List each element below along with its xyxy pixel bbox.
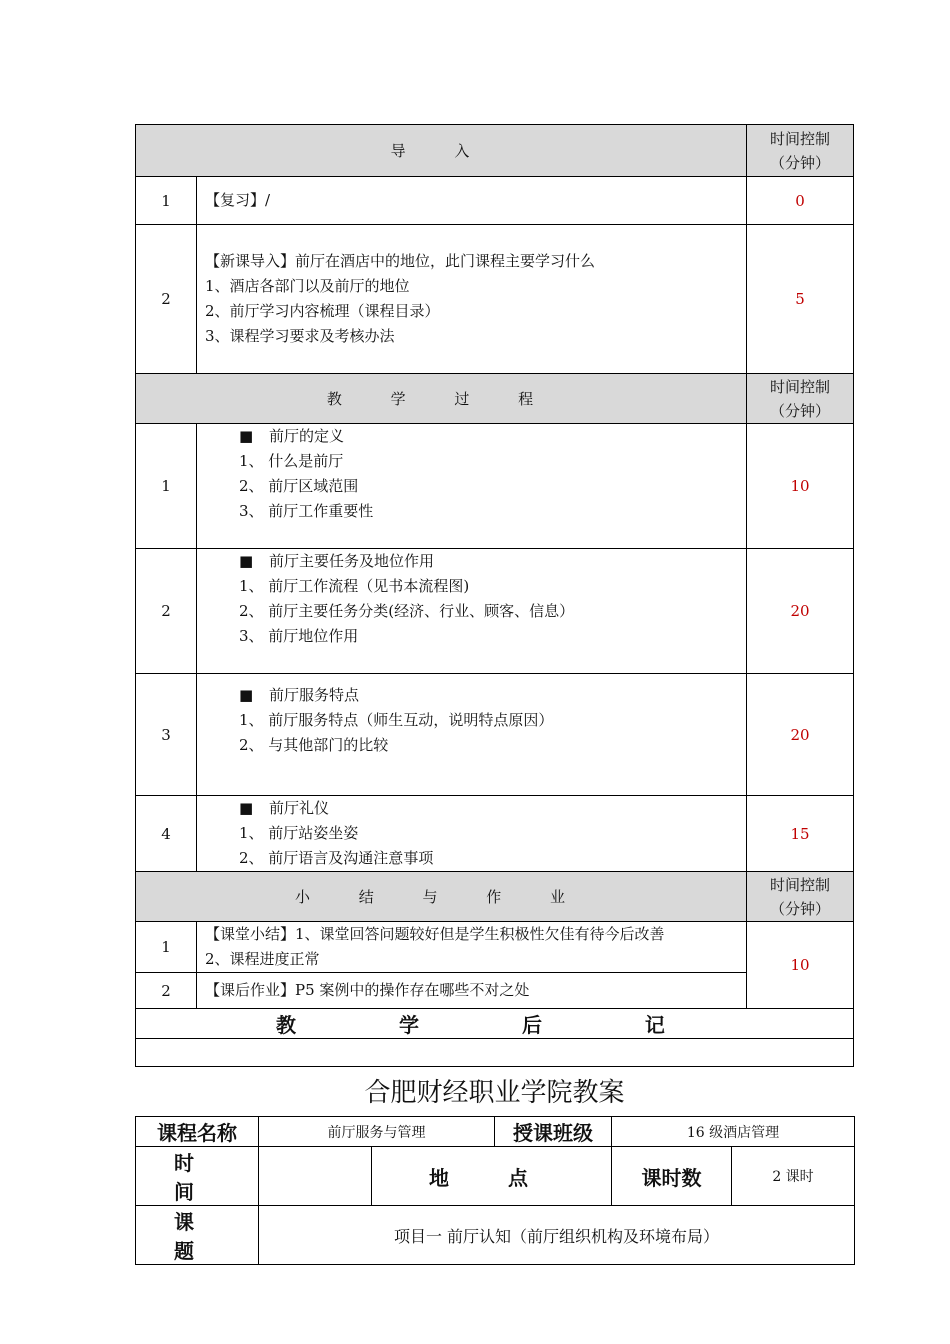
school-title: 合肥财经职业学院教案 [364, 1078, 625, 1108]
class-label: 授课班级 [495, 1117, 612, 1147]
summary-time-header: 时间控制 （分钟） [747, 872, 854, 922]
course-name-label: 课程名称 [136, 1117, 259, 1147]
table-row [136, 796, 854, 872]
row-time: 15 [747, 796, 854, 872]
square-bullet-icon: ■ [239, 799, 254, 817]
lesson-plan-table [135, 124, 854, 1067]
row-content: ■ 前厅服务特点 1、 前厅服务特点（师生互动，说明特点原因） 2、 与其他部门的比较 [197, 674, 747, 796]
hours-value: 2 课时 [732, 1147, 855, 1206]
topic-label: 课 题 [136, 1206, 259, 1265]
row-time: 10 [747, 424, 854, 549]
row-number: 1 [136, 424, 197, 549]
after-class-notes [136, 1039, 854, 1067]
summary-header-row [136, 872, 854, 922]
row-content: ■ 前厅主要任务及地位作用 1、 前厅工作流程（见书本流程图) 2、 前厅主要任务分类(经济、行业、顾客、信息） 3、 前厅地位作用 [197, 549, 747, 674]
topic-value: 项目一 前厅认知（前厅组织机构及环境布局） [259, 1206, 855, 1265]
course-name-value: 前厅服务与管理 [259, 1117, 495, 1147]
info-row [136, 1117, 855, 1147]
row-number: 4 [136, 796, 197, 872]
row-number: 1 [136, 922, 197, 973]
row-number: 3 [136, 674, 197, 796]
after-class-notes-row [136, 1039, 854, 1067]
table-row [136, 922, 854, 973]
table-row [136, 674, 854, 796]
table-row [136, 424, 854, 549]
row-number: 1 [136, 177, 197, 225]
row-time: 20 [747, 674, 854, 796]
square-bullet-icon: ■ [239, 686, 254, 704]
class-value: 16 级酒店管理 [612, 1117, 855, 1147]
process-time-header: 时间控制 （分钟） [747, 374, 854, 424]
summary-time: 10 [747, 922, 854, 1009]
row-content: ■ 前厅的定义 1、 什么是前厅 2、 前厅区域范围 3、 前厅工作重要性 [197, 424, 747, 549]
table-row [136, 549, 854, 674]
row-content: 【新课导入】前厅在酒店中的地位，此门课程主要学习什么 1、酒店各部门以及前厅的地位 2、前厅学习内容梳理（课程目录） 3、课程学习要求及考核办法 [197, 225, 747, 374]
process-title: 教 学 过 程 [136, 374, 747, 424]
info-row [136, 1147, 855, 1206]
hours-label: 课时数 [612, 1147, 732, 1206]
row-time: 5 [747, 225, 854, 374]
place-label: 地 点 [372, 1147, 612, 1206]
row-time: 20 [747, 549, 854, 674]
intro-header-row [136, 125, 854, 177]
table-row [136, 973, 854, 1009]
square-bullet-icon: ■ [239, 552, 254, 570]
row-content: 【课堂小结】1、课堂回答问题较好但是学生积极性欠佳有待今后改善 2、课程进度正常 [197, 922, 747, 973]
row-number: 2 [136, 225, 197, 374]
summary-title: 小 结 与 作 业 [136, 872, 747, 922]
time-value [259, 1147, 372, 1206]
table-row [136, 225, 854, 374]
intro-time-header: 时间控制 （分钟） [747, 125, 854, 177]
row-time: 0 [747, 177, 854, 225]
course-info-table [135, 1116, 855, 1265]
info-row [136, 1206, 855, 1265]
row-content: 【课后作业】P5 案例中的操作存在哪些不对之处 [197, 973, 747, 1009]
row-number: 2 [136, 973, 197, 1009]
row-content: ■ 前厅礼仪 1、 前厅站姿坐姿 2、 前厅语言及沟通注意事项 [197, 796, 747, 872]
process-header-row [136, 374, 854, 424]
after-class-title: 教 学 后 记 [136, 1009, 854, 1039]
after-class-header-row [136, 1009, 854, 1039]
square-bullet-icon: ■ [239, 427, 254, 445]
row-content: 【复习】/ [197, 177, 747, 225]
time-label: 时 间 [136, 1147, 259, 1206]
table-row [136, 177, 854, 225]
intro-title: 导 入 [136, 125, 747, 177]
row-number: 2 [136, 549, 197, 674]
